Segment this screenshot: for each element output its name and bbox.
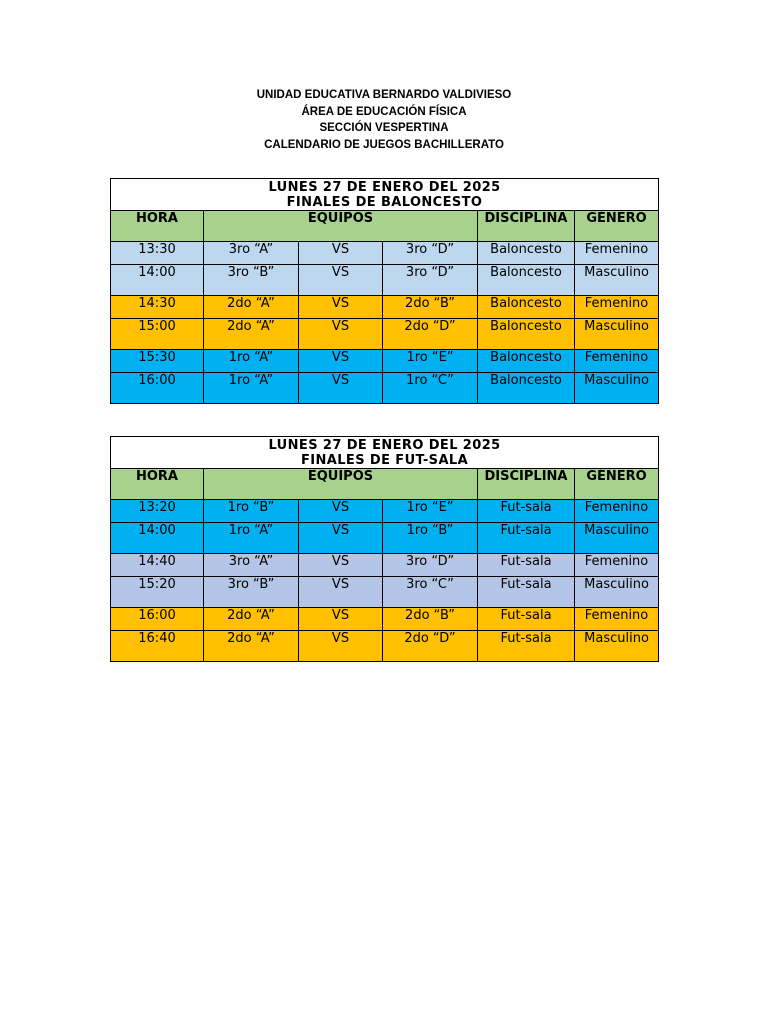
cell-genero: Masculino: [575, 265, 659, 296]
document-header: [0, 87, 768, 153]
column-header-hora: HORA: [111, 469, 204, 500]
column-header-hora: HORA: [111, 211, 204, 242]
table-row: [111, 577, 659, 608]
cell-genero: Masculino: [575, 319, 659, 350]
column-header-disciplina: DISCIPLINA: [478, 211, 575, 242]
cell-hora: 15:30: [111, 350, 204, 373]
cell-hora: 13:30: [111, 242, 204, 265]
cell-disciplina: Fut-sala: [478, 554, 575, 577]
school-name: UNIDAD EDUCATIVA BERNARDO VALDIVIESO: [256, 89, 512, 101]
cell-hora: 15:20: [111, 577, 204, 608]
cell-team1: 1ro “A”: [204, 350, 299, 373]
cell-team1: 1ro “A”: [204, 523, 299, 554]
cell-team2: 1ro “C”: [383, 373, 478, 404]
cell-genero: Femenino: [575, 500, 659, 523]
cell-disciplina: Fut-sala: [478, 500, 575, 523]
table-row: [111, 631, 659, 662]
cell-hora: 16:00: [111, 373, 204, 404]
cell-vs: VS: [299, 523, 383, 554]
table-subtitle: FINALES DE FUT-SALA: [300, 453, 469, 468]
cell-hora: 16:40: [111, 631, 204, 662]
cell-team2: 1ro “E”: [383, 350, 478, 373]
cell-team2: 1ro “E”: [383, 500, 478, 523]
cell-genero: Femenino: [575, 608, 659, 631]
cell-hora: 14:40: [111, 554, 204, 577]
cell-vs: VS: [299, 265, 383, 296]
calendar-title: CALENDARIO DE JUEGOS BACHILLERATO: [264, 138, 504, 151]
table-date: LUNES 27 DE ENERO DEL 2025: [268, 180, 501, 195]
column-header-equipos: EQUIPOS: [204, 211, 478, 242]
cell-disciplina: Baloncesto: [478, 350, 575, 373]
cell-genero: Femenino: [575, 554, 659, 577]
cell-disciplina: Baloncesto: [478, 296, 575, 319]
cell-disciplina: Fut-sala: [478, 523, 575, 554]
cell-team1: 3ro “B”: [204, 265, 299, 296]
table-header-row: [111, 211, 659, 242]
cell-vs: VS: [299, 608, 383, 631]
cell-vs: VS: [299, 631, 383, 662]
cell-vs: VS: [299, 500, 383, 523]
cell-team1: 3ro “A”: [204, 242, 299, 265]
column-header-genero: GÉNERO: [575, 211, 659, 242]
cell-vs: VS: [299, 554, 383, 577]
column-header-disciplina: DISCIPLINA: [478, 469, 575, 500]
cell-hora: 15:00: [111, 319, 204, 350]
cell-disciplina: Fut-sala: [478, 577, 575, 608]
cell-team2: 2do “D”: [383, 319, 478, 350]
cell-team1: 2do “A”: [204, 296, 299, 319]
cell-vs: VS: [299, 577, 383, 608]
cell-disciplina: Baloncesto: [478, 319, 575, 350]
cell-hora: 14:00: [111, 523, 204, 554]
table-row: [111, 500, 659, 523]
section-name: SECCIÓN VESPERTINA: [319, 122, 449, 134]
table-row: [111, 265, 659, 296]
basketball-schedule-table: [110, 178, 659, 404]
cell-team2: 3ro “D”: [383, 554, 478, 577]
table-title: [111, 437, 659, 469]
cell-team1: 3ro “A”: [204, 554, 299, 577]
table-row: [111, 350, 659, 373]
cell-team1: 2do “A”: [204, 631, 299, 662]
table-row: [111, 319, 659, 350]
cell-vs: VS: [299, 350, 383, 373]
cell-hora: 14:30: [111, 296, 204, 319]
cell-genero: Masculino: [575, 523, 659, 554]
cell-genero: Femenino: [575, 350, 659, 373]
cell-team1: 2do “A”: [204, 319, 299, 350]
cell-team2: 2do “D”: [383, 631, 478, 662]
cell-team1: 1ro “A”: [204, 373, 299, 404]
cell-team2: 3ro “D”: [383, 242, 478, 265]
cell-team2: 2do “B”: [383, 608, 478, 631]
cell-vs: VS: [299, 319, 383, 350]
column-header-genero: GÉNERO: [575, 469, 659, 500]
cell-vs: VS: [299, 373, 383, 404]
cell-team1: 3ro “B”: [204, 577, 299, 608]
cell-genero: Femenino: [575, 242, 659, 265]
cell-disciplina: Baloncesto: [478, 265, 575, 296]
cell-disciplina: Fut-sala: [478, 608, 575, 631]
table-header-row: [111, 469, 659, 500]
cell-vs: VS: [299, 296, 383, 319]
cell-disciplina: Fut-sala: [478, 631, 575, 662]
table-row: [111, 373, 659, 404]
cell-vs: VS: [299, 242, 383, 265]
department-name: ÁREA DE EDUCACIÓN FÍSICA: [301, 105, 467, 118]
cell-team2: 1ro “B”: [383, 523, 478, 554]
cell-team2: 2do “B”: [383, 296, 478, 319]
table-title: [111, 179, 659, 211]
cell-genero: Masculino: [575, 631, 659, 662]
table-row: [111, 242, 659, 265]
cell-team2: 3ro “D”: [383, 265, 478, 296]
cell-disciplina: Baloncesto: [478, 242, 575, 265]
cell-team2: 3ro “C”: [383, 577, 478, 608]
cell-genero: Femenino: [575, 296, 659, 319]
table-subtitle: FINALES DE BALONCESTO: [286, 195, 483, 210]
cell-genero: Masculino: [575, 373, 659, 404]
table-row: [111, 296, 659, 319]
column-header-equipos: EQUIPOS: [204, 469, 478, 500]
cell-genero: Masculino: [575, 577, 659, 608]
cell-hora: 13:20: [111, 500, 204, 523]
cell-team1: 2do “A”: [204, 608, 299, 631]
cell-hora: 14:00: [111, 265, 204, 296]
table-date: LUNES 27 DE ENERO DEL 2025: [268, 438, 501, 453]
futsal-schedule-table: [110, 436, 659, 662]
table-row: [111, 554, 659, 577]
table-row: [111, 608, 659, 631]
table-row: [111, 523, 659, 554]
cell-disciplina: Baloncesto: [478, 373, 575, 404]
cell-hora: 16:00: [111, 608, 204, 631]
cell-team1: 1ro “B”: [204, 500, 299, 523]
